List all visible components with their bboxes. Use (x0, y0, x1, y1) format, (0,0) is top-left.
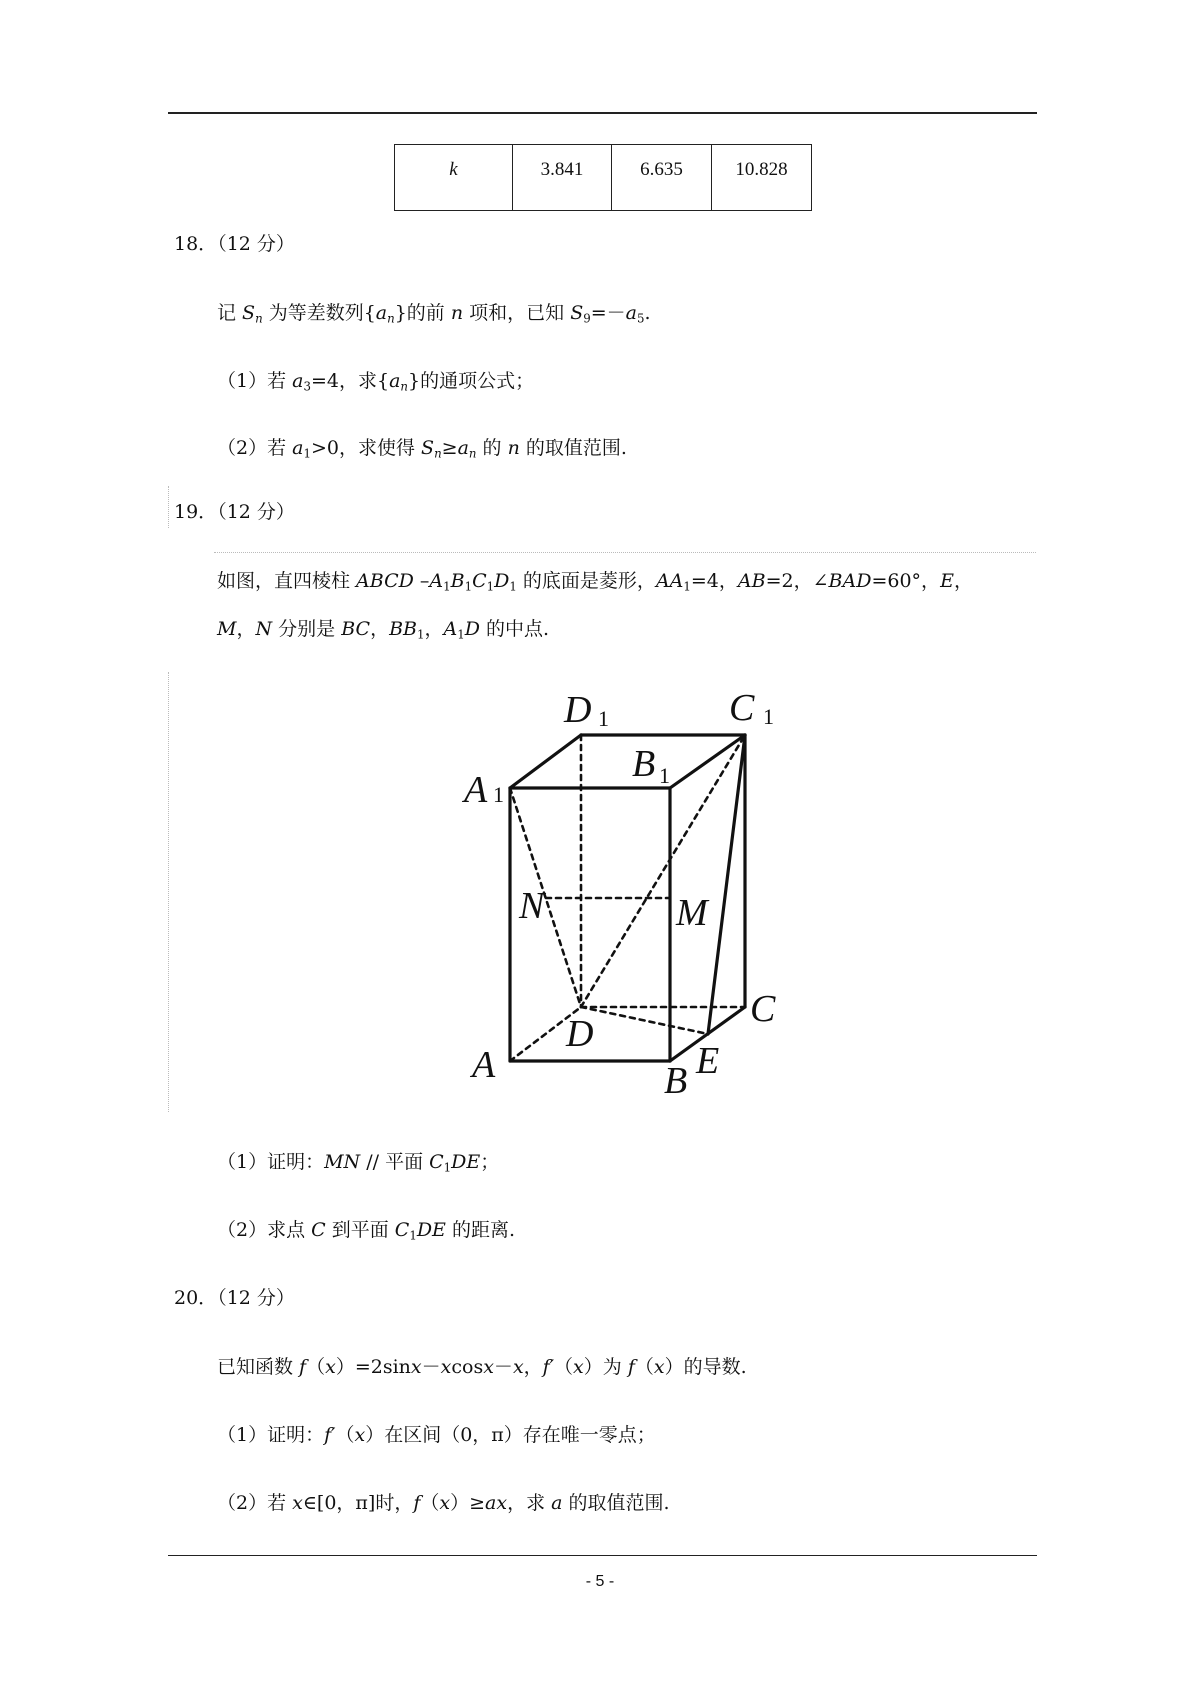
label-D: D (566, 1013, 594, 1055)
dotted-guide (168, 672, 169, 1112)
page-number: - 5 - (585, 1573, 615, 1590)
label-A: A (472, 1044, 496, 1086)
table-cell: 10.828 (712, 145, 812, 211)
label-A1-sub: 1 (493, 782, 504, 807)
question-20-part-1: （1）证明：f′（x）在区间（0，π）存在唯一零点； (217, 1424, 656, 1446)
question-19-stem-line-2: M，N 分别是 BC，$BB_1$，$A_1D$ 的中点. (217, 618, 550, 642)
question-19-part-1: （1）证明：MN // 平面 $C_1DE$； (217, 1151, 500, 1175)
table-label-cell: k (395, 145, 513, 211)
label-M: M (676, 892, 708, 934)
prism-figure (440, 688, 800, 1108)
question-19-stem-line-1: 如图，直四棱柱 ABCD $-A_1B_1C_1D_1$ 的底面是菱形，$AA_1=4$，AB=2，∠BAD=60°，E， (217, 570, 973, 594)
table-row (395, 145, 812, 211)
label-A1: A (464, 769, 488, 811)
label-C1-sub: 1 (763, 704, 774, 729)
question-18-part-2: （2）若 $a_1>0$，求使得 $S_n\ge a_n$ 的 n 的取值范围. (217, 437, 627, 461)
label-B1-sub: 1 (659, 763, 670, 788)
question-19-header: 19．（12 分） (174, 501, 295, 523)
label-C: C (750, 988, 776, 1030)
label-C1: C (729, 688, 755, 729)
header-rule (168, 112, 1037, 114)
label-N: N (519, 885, 545, 927)
label-D1: D (564, 689, 592, 731)
label-D1-sub: 1 (598, 706, 609, 731)
dotted-guide (168, 486, 169, 528)
table-cell: 3.841 (513, 145, 612, 211)
question-18-stem: 记 $S_n$ 为等差数列$\{a_n\}$的前 n 项和，已知 $S_9=-a_5$. (217, 302, 651, 326)
label-B1: B (632, 743, 656, 785)
question-20-stem: 已知函数 f（x）=2sinx－xcosx－x，f′（x）为 f（x）的导数. (217, 1356, 747, 1378)
question-19-part-2: （2）求点 C 到平面 $C_1DE$ 的距离. (217, 1219, 516, 1243)
table-cell: 6.635 (612, 145, 712, 211)
question-20-header: 20．（12 分） (174, 1287, 295, 1309)
question-18-part-1: （1）若 $a_3=4$，求$\{a_n\}$的通项公式； (217, 370, 535, 394)
footer-rule (168, 1555, 1037, 1556)
question-20-part-2: （2）若 x∈[0，π]时，f（x）≥ax，求 a 的取值范围. (217, 1492, 670, 1514)
dotted-guide (214, 552, 1036, 553)
critical-value-table (394, 144, 812, 211)
question-18-header: 18．（12 分） (174, 233, 295, 255)
label-B: B (664, 1060, 688, 1102)
label-E: E (696, 1040, 720, 1082)
